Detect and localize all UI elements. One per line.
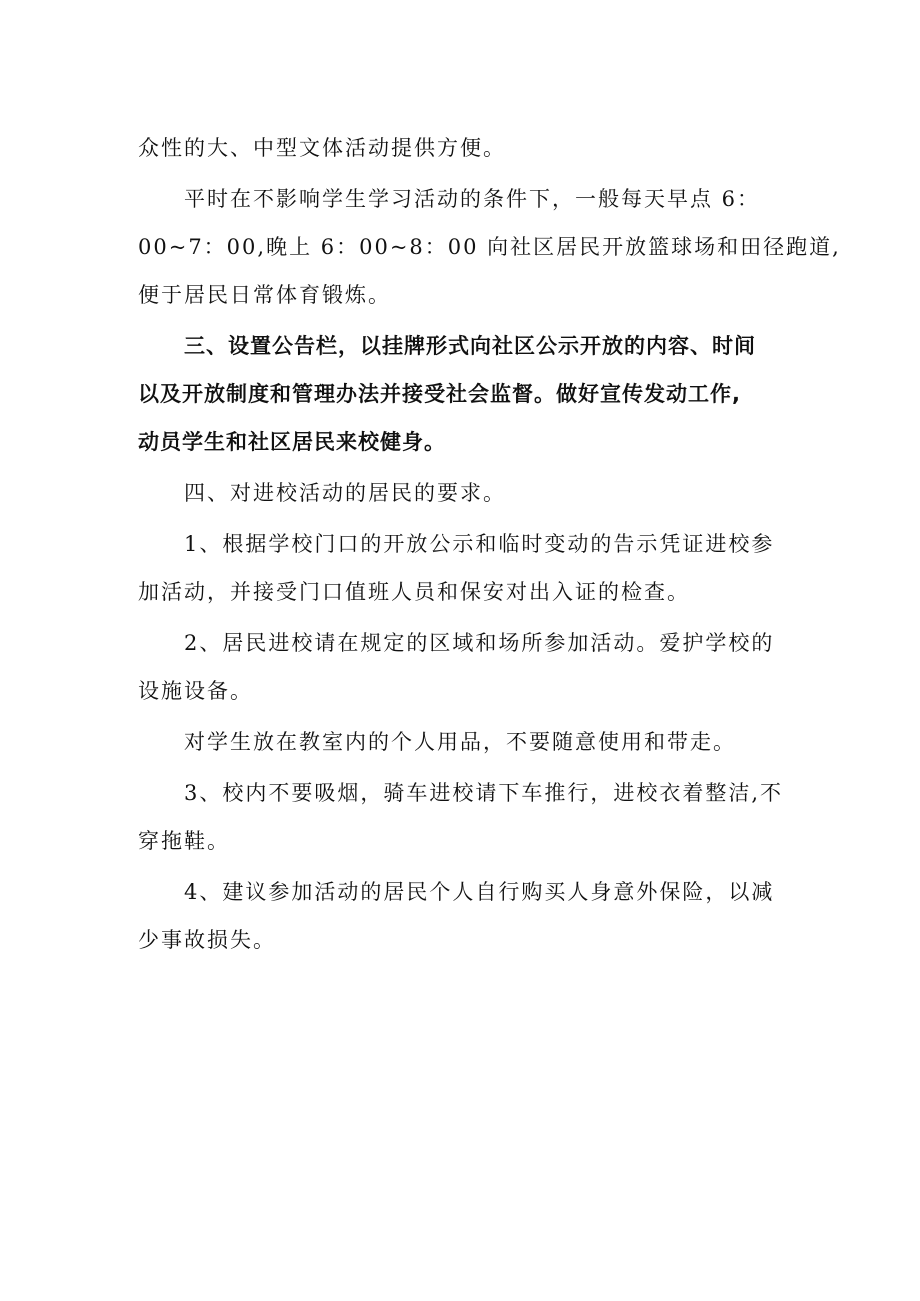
text-line: 以及开放制度和管理办法并接受社会监督。做好宣传发动工作, <box>138 382 741 406</box>
text-line: 加活动，并接受门口值班人员和保安对出入证的检查。 <box>138 580 690 604</box>
text-line: 1、根据学校门口的开放公示和临时变动的告示凭证进校参 <box>184 532 775 556</box>
paragraph-continuation <box>138 124 786 172</box>
paragraph-open-hours <box>138 175 841 319</box>
text-line: 对学生放在教室内的个人用品，不要随意使用和带走。 <box>184 730 736 754</box>
text-line: 00~7：00,晚上 6：00~8：00 向社区居民开放篮球场和田径跑道, <box>138 235 841 259</box>
text-line: 三、设置公告栏，以挂牌形式向社区公示开放的内容、时间 <box>184 334 756 358</box>
document-body <box>138 124 841 967</box>
text-line: 穿拖鞋。 <box>138 829 230 853</box>
text-line: 便于居民日常体育锻炼。 <box>138 283 391 307</box>
section-heading-three <box>138 322 786 466</box>
requirement-item-2 <box>138 619 786 715</box>
section-heading-four <box>138 469 786 517</box>
text-line: 众性的大、中型文体活动提供方便。 <box>138 136 506 160</box>
text-line: 2、居民进校请在规定的区域和场所参加活动。爱护学校的 <box>184 631 775 655</box>
requirement-item-1 <box>138 520 786 616</box>
text-line: 4、建议参加活动的居民个人自行购买人身意外保险，以减 <box>184 880 775 904</box>
text-line: 动员学生和社区居民来校健身。 <box>138 430 446 454</box>
requirement-note <box>138 718 786 766</box>
text-line: 3、校内不要吸烟，骑车进校请下车推行，进校衣着整洁,不 <box>184 781 784 805</box>
requirement-item-3 <box>138 769 786 865</box>
text-line: 四、对进校活动的居民的要求。 <box>184 481 506 505</box>
text-line: 少事故损失。 <box>138 928 276 952</box>
requirement-item-4 <box>138 868 786 964</box>
text-line: 设施设备。 <box>138 679 253 703</box>
text-line: 平时在不影响学生学习活动的条件下，一般每天早点 6： <box>184 187 761 211</box>
